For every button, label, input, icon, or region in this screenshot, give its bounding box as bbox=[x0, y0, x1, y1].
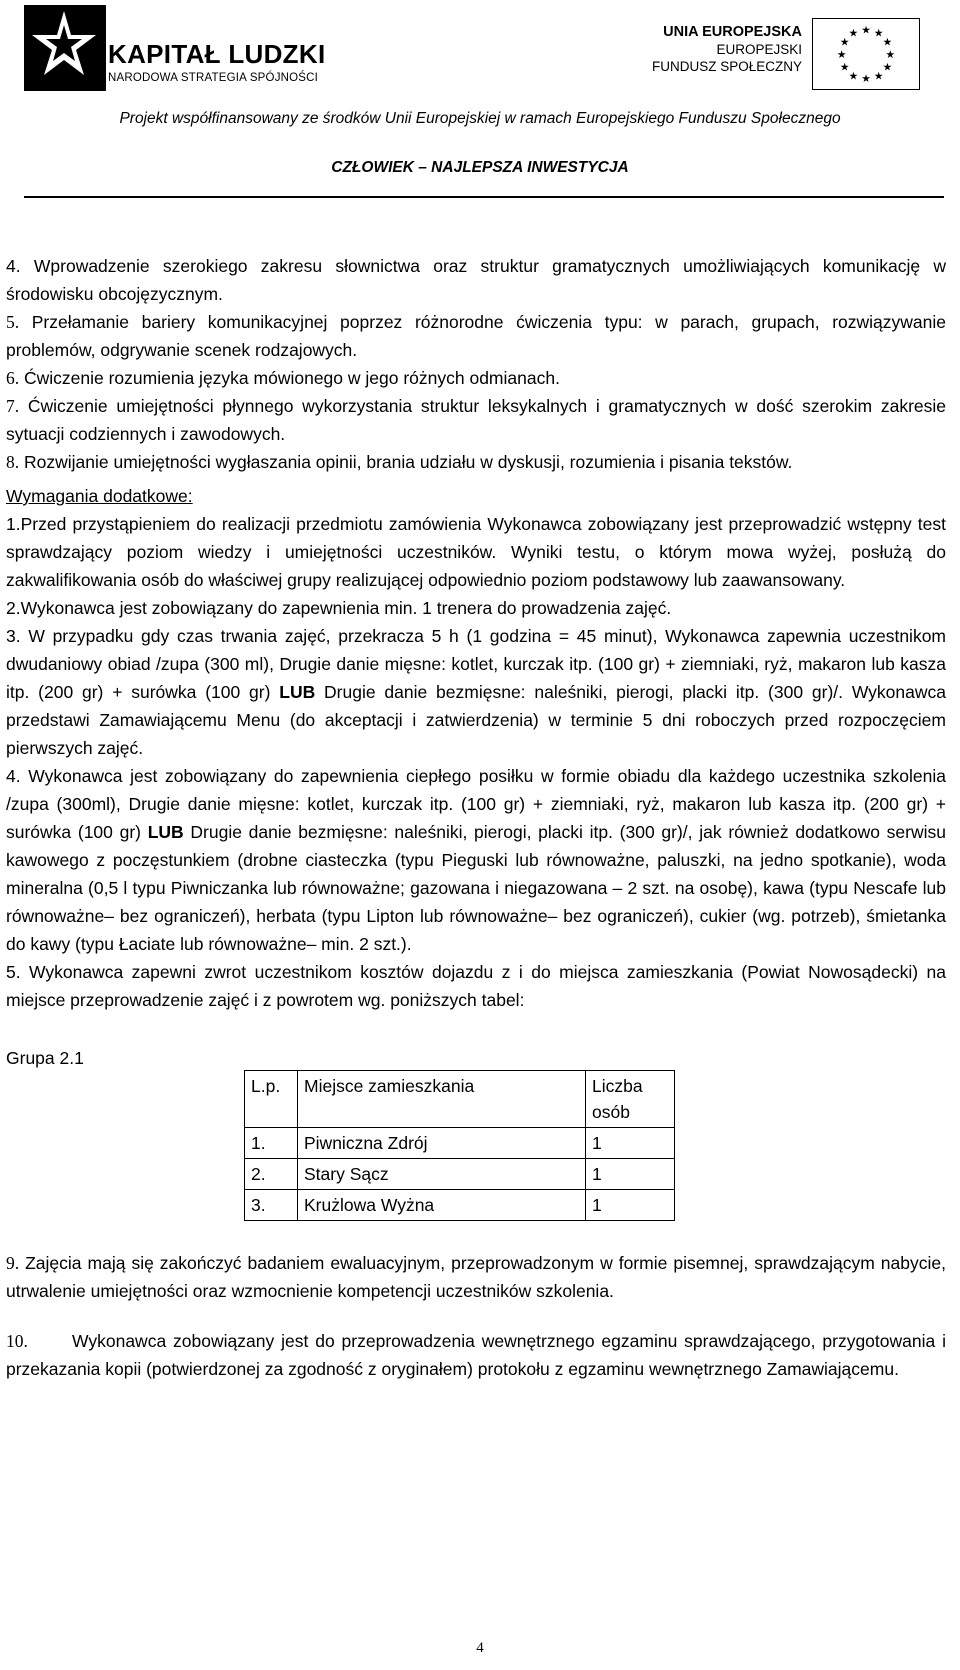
item-number: 4. bbox=[6, 256, 21, 276]
logo-left-title: KAPITAŁ LUDZKI bbox=[108, 39, 326, 69]
item-text: Rozwijanie umiejętności wygłaszania opinii, brania udziału w dyskusji, rozumienia i pisania tekstów. bbox=[19, 452, 793, 472]
page-number: 4 bbox=[476, 1640, 484, 1656]
item-9 bbox=[6, 1249, 946, 1305]
svg-text:★: ★ bbox=[839, 60, 850, 74]
table-row bbox=[245, 1159, 675, 1190]
requirement-3 bbox=[6, 622, 946, 762]
svg-text:★: ★ bbox=[839, 35, 850, 49]
svg-text:★: ★ bbox=[873, 69, 884, 83]
svg-text:★: ★ bbox=[885, 47, 896, 61]
requirement-3-bold: LUB bbox=[279, 682, 316, 702]
svg-text:★: ★ bbox=[882, 60, 893, 74]
item-number: 9. bbox=[6, 1253, 20, 1273]
requirement-4 bbox=[6, 762, 946, 958]
list-item bbox=[6, 392, 946, 448]
requirements-heading: Wymagania dodatkowe: bbox=[6, 486, 193, 506]
list-item bbox=[6, 252, 946, 308]
project-cofinancing-line: Projekt współfinansowany ze środków Unii Europejskiej w ramach Europejskiego Funduszu Społecznego bbox=[119, 110, 841, 127]
requirement-4-text-a: 4. Wykonawca jest zobowiązany do zapewnienia ciepłego posiłku w formie obiadu dla każdego uczestnika szkolenia /zupa (300ml), Drugie danie mięsne: kotlet, kurczak itp. (100 gr) + ziemniaki, ryż, makaron lub kasza itp. (200 gr) + surówka (100 gr) bbox=[6, 766, 946, 842]
requirement-1: 1.Przed przystąpieniem do realizacji przedmiotu zamówienia Wykonawca zobowiązany jest przeprowadzić wstępny test sprawdzający poziom wiedzy i umiejętności uczestników. Wyniki testu, o którym mowa wyżej, posłużą do zakwalifikowania osób do właściwej grupy realizującej odpowiednio poziom podstawowy lub zaawansowany. bbox=[6, 514, 946, 590]
item-text: Wykonawca zobowiązany jest do przeprowadzenia wewnętrznego egzaminu sprawdzającego, przygotowania i przekazania kopii (potwierdzonej za zgodność z oryginałem) protokołu z egzaminu wewnętrznego Zamawiającemu. bbox=[6, 1331, 946, 1379]
requirement-5: 5. Wykonawca zapewni zwrot uczestnikom kosztów dojazdu z i do miejsca zamieszkania (Powiat Nowosądecki) na miejsce przeprowadzenie zajęć i z powrotem wg. poniższych tabel: bbox=[6, 962, 946, 1010]
table-cell: 1 bbox=[586, 1190, 675, 1221]
requirement-3-text-a: 3. W przypadku gdy czas trwania zajęć, przekracza 5 h (1 godzina = 45 minut), Wykonawca zapewnia uczestnikom dwudaniowy obiad /zupa (300 ml), Drugie danie mięsne: kotlet, kurczak itp. (100 gr) + ziemniaki, ryż, makaron lub kasza itp. (200 gr) + surówka (100 gr) bbox=[6, 626, 946, 702]
header-divider bbox=[24, 196, 944, 198]
requirement-2: 2.Wykonawca jest zobowiązany do zapewnienia min. 1 trenera do prowadzenia zajęć. bbox=[6, 598, 672, 618]
list-item bbox=[6, 308, 946, 364]
item-text: Ćwiczenie umiejętności płynnego wykorzystania struktur leksykalnych i gramatycznych w dość szerokim zakresie sytuacji codziennych i zawodowych. bbox=[6, 396, 946, 444]
item-number: 10. bbox=[6, 1331, 28, 1351]
table-cell: 3. bbox=[245, 1190, 298, 1221]
table-row bbox=[245, 1128, 675, 1159]
table-cell: 1 bbox=[586, 1159, 675, 1190]
item-text: Przełamanie bariery komunikacyjnej poprzez różnorodne ćwiczenia typu: w parach, grupach, rozwiązywanie problemów, odgrywanie scenek rodzajowych. bbox=[6, 312, 946, 360]
svg-text:★: ★ bbox=[861, 23, 871, 37]
item-number: 6. bbox=[6, 368, 20, 388]
list-item bbox=[6, 448, 946, 476]
kapital-ludzki-logo bbox=[24, 5, 344, 91]
eu-flag-icon bbox=[812, 18, 920, 90]
requirement-3-text-b: Drugie danie bezmięsne: naleśniki, pierogi, placki itp. (300 gr)/. Wykonawca przedstawi Zamawiającemu Menu (do akceptacji i zatwierdzenia) w terminie 5 dni roboczych przed rozpoczęciem pierwszych zajęć. bbox=[6, 682, 946, 758]
eu-logo-line1: UNIA EUROPEJSKA bbox=[663, 24, 802, 40]
svg-text:★: ★ bbox=[873, 26, 884, 40]
item-number: 8. bbox=[6, 452, 20, 472]
logo-left-subtitle: NARODOWA STRATEGIA SPÓJNOŚCI bbox=[108, 72, 319, 84]
table-header-row bbox=[245, 1071, 675, 1128]
eu-logo-line3: FUNDUSZ SPOŁECZNY bbox=[651, 59, 802, 74]
table-header-cell: Liczba osób bbox=[586, 1071, 675, 1128]
item-10 bbox=[6, 1327, 946, 1383]
eu-logo bbox=[640, 18, 920, 98]
table-cell: Piwniczna Zdrój bbox=[298, 1128, 586, 1159]
svg-text:★: ★ bbox=[861, 72, 871, 86]
requirement-4-bold: LUB bbox=[147, 822, 184, 842]
table-header-cell: L.p. bbox=[245, 1071, 298, 1128]
table-row bbox=[245, 1190, 675, 1221]
item-text: Wprowadzenie szerokiego zakresu słownictwa oraz struktur gramatycznych umożliwiających komunikację w środowisku obcojęzycznym. bbox=[6, 256, 946, 304]
svg-text:★: ★ bbox=[848, 69, 859, 83]
table-cell: Krużlowa Wyżna bbox=[298, 1190, 586, 1221]
kapital-ludzki-star-icon bbox=[24, 5, 106, 91]
item-number: 7. bbox=[6, 396, 20, 416]
document-body bbox=[6, 252, 946, 1383]
list-item bbox=[6, 364, 946, 392]
requirement-4-text-b: Drugie danie bezmięsne: naleśniki, pierogi, placki itp. (300 gr)/, jak również dodatkowo serwisu kawowego z poczęstunkiem (drobne ciasteczka (typu Pieguski lub równoważne, paluszki, na jedno spotkanie), woda mineralna (0,5 l typu Piwniczanka lub równoważne; gazowana i niegazowana – 2 szt. na osobę), kawa (typu Nescafe lub równoważne– bez ograniczeń), herbata (typu Lipton lub równoważne– bez ograniczeń), cukier (wg. potrzeb), śmietanka do kawy (typu Łaciate lub równoważne– min. 2 szt.). bbox=[6, 822, 947, 954]
eu-logo-line2: EUROPEJSKI bbox=[716, 42, 802, 57]
places-table bbox=[244, 1070, 675, 1221]
table-header-cell: Miejsce zamieszkania bbox=[298, 1071, 586, 1128]
svg-text:★: ★ bbox=[836, 47, 847, 61]
item-number: 5. bbox=[6, 312, 20, 332]
table-cell: 1. bbox=[245, 1128, 298, 1159]
table-cell: Stary Sącz bbox=[298, 1159, 586, 1190]
item-text: Zajęcia mają się zakończyć badaniem ewaluacyjnym, przeprowadzonym w formie pisemnej, sprawdzającym nabycie, utrwalenie umiejętności oraz wzmocnienie kompetencji uczestników szkolenia. bbox=[6, 1253, 946, 1301]
table-cell: 2. bbox=[245, 1159, 298, 1190]
item-text: Ćwiczenie rozumienia języka mówionego w jego różnych odmianach. bbox=[19, 368, 560, 388]
group-label: Grupa 2.1 bbox=[6, 1048, 84, 1068]
header-motto: CZŁOWIEK – NAJLEPSZA INWESTYCJA bbox=[331, 159, 629, 176]
svg-text:★: ★ bbox=[848, 26, 859, 40]
svg-text:★: ★ bbox=[882, 35, 893, 49]
eu-logo-text bbox=[652, 24, 802, 75]
table-cell: 1 bbox=[586, 1128, 675, 1159]
